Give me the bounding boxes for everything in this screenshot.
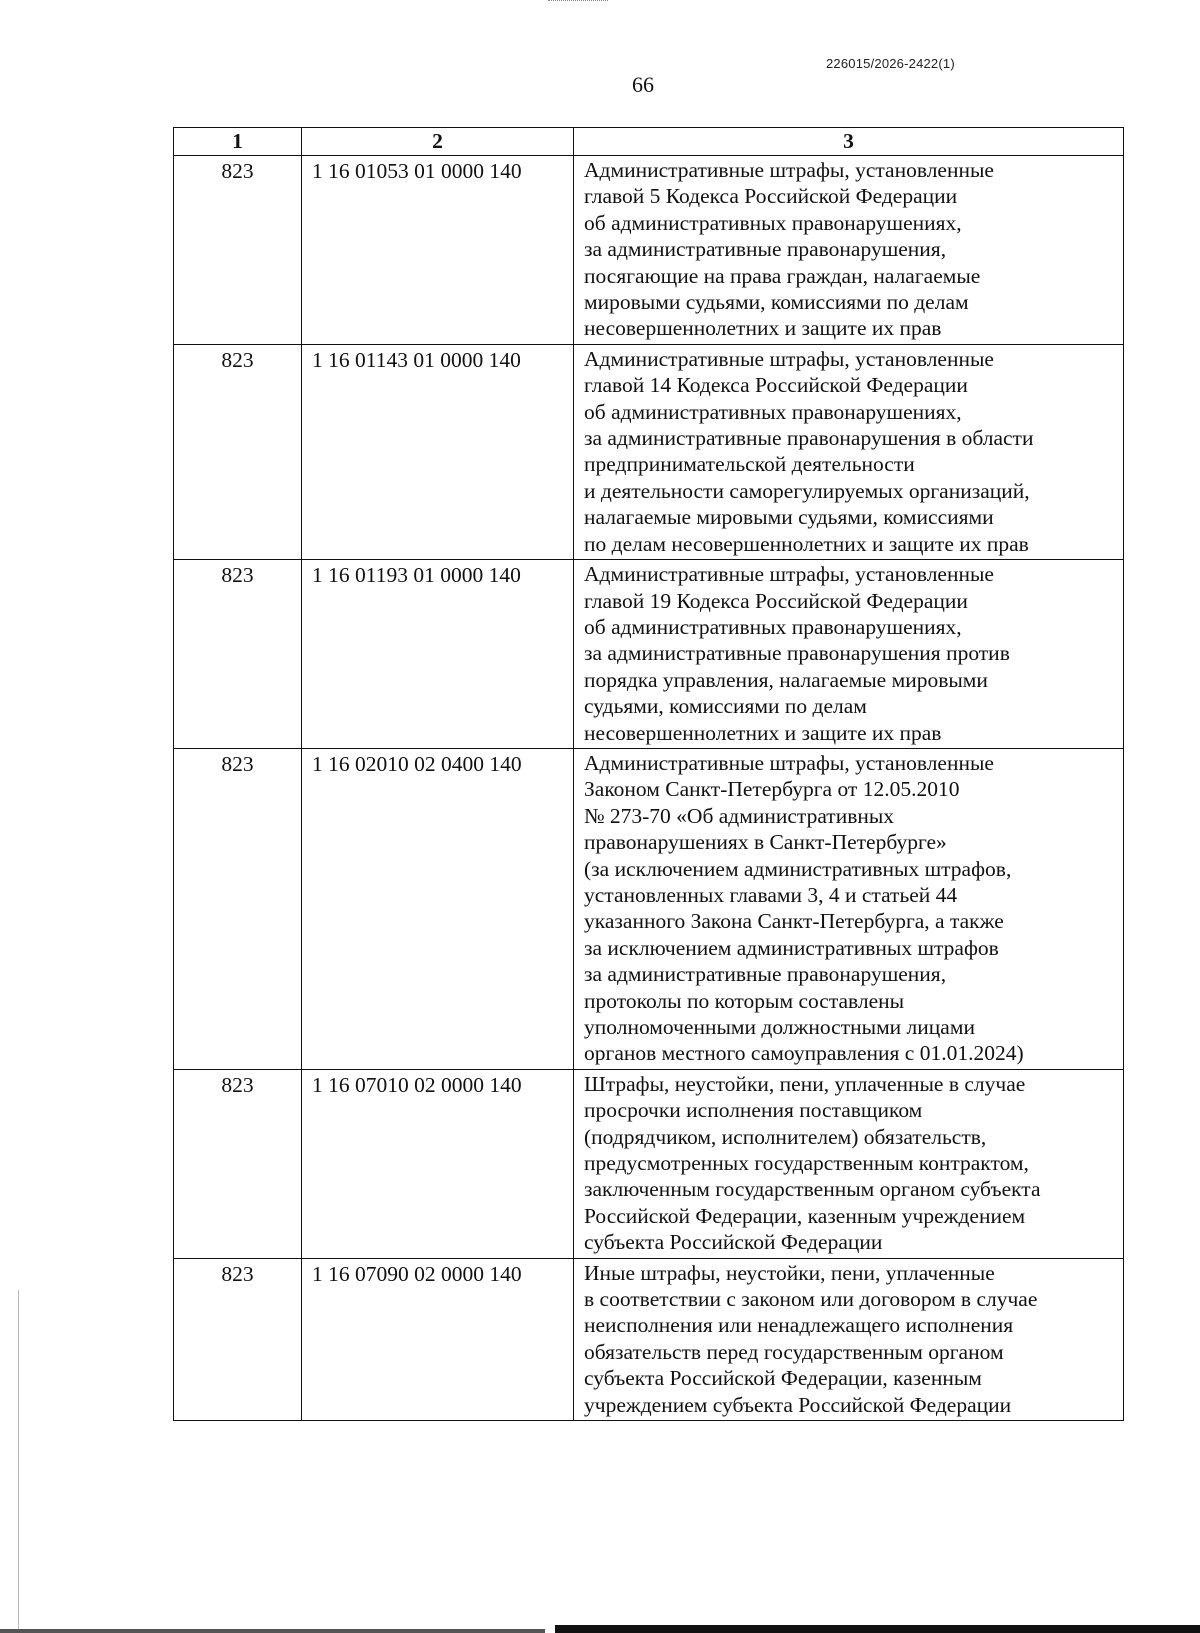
- description-line: главой 5 Кодекса Российской Федерации: [584, 184, 958, 209]
- description-line: (за исключением административных штрафов,: [584, 856, 1012, 881]
- description-line: по делам несовершеннолетних и защите их прав: [584, 531, 1029, 556]
- admin-code-cell: 823: [174, 1258, 302, 1420]
- description-line: (подрядчиком, исполнителем) обязательств,: [584, 1124, 987, 1149]
- description-line: Административные штрафы, установленные: [584, 562, 994, 587]
- description-line: Административные штрафы, установленные: [584, 346, 994, 371]
- description-line: об административных правонарушениях,: [584, 210, 962, 235]
- description-cell: [574, 1258, 1124, 1420]
- description-line: субъекта Российской Федерации: [584, 1230, 883, 1255]
- description-line: учреждением субъекта Российской Федерации: [584, 1392, 1012, 1417]
- description-line: № 273-70 «Об административных: [584, 803, 895, 828]
- table-row: [174, 560, 1124, 749]
- budget-code-cell: 1 16 07090 02 0000 140: [302, 1258, 574, 1420]
- description-line: за административные правонарушения в области: [584, 426, 1034, 451]
- description-line: уполномоченными должностными лицами: [584, 1015, 975, 1039]
- description-line: налагаемые мировыми судьями, комиссиями: [584, 505, 994, 530]
- description-line: судьями, комиссиями по делам: [584, 694, 867, 719]
- budget-code-cell: 1 16 02010 02 0400 140: [302, 748, 574, 1069]
- description-cell: [574, 560, 1124, 749]
- description-line: предусмотренных государственным контрактом,: [584, 1151, 1029, 1176]
- admin-code-cell: 823: [174, 156, 302, 345]
- table-row: [174, 344, 1124, 559]
- description-line: главой 14 Кодекса Российской Федерации: [584, 373, 968, 398]
- description-line: субъекта Российской Федерации, казенным: [584, 1366, 982, 1391]
- budget-code-cell: 1 16 07010 02 0000 140: [302, 1069, 574, 1258]
- description-line: Административные штрафы, установленные: [584, 158, 994, 182]
- budget-codes-table: [173, 127, 1124, 1421]
- table-row: [174, 1258, 1124, 1420]
- admin-code-cell: 823: [174, 344, 302, 559]
- description-line: несовершеннолетних и защите их прав: [584, 316, 942, 341]
- description-line: Административные штрафы, установленные: [584, 750, 994, 775]
- description-line: Российской Федерации, казенным учреждением: [584, 1203, 1026, 1228]
- description-line: правонарушениях в Санкт-Петербурге»: [584, 830, 947, 855]
- column-header-2: 2: [302, 128, 574, 156]
- description-line: несовершеннолетних и защите их прав: [584, 720, 942, 745]
- column-header-3: 3: [574, 128, 1124, 156]
- admin-code-cell: 823: [174, 1069, 302, 1258]
- budget-code-cell: 1 16 01193 01 0000 140: [302, 560, 574, 749]
- description-line: Иные штрафы, неустойки, пени, уплаченные: [584, 1260, 995, 1285]
- table-row: [174, 1069, 1124, 1258]
- scan-edge-line: [18, 1290, 19, 1630]
- budget-code-cell: 1 16 01053 01 0000 140: [302, 156, 574, 345]
- description-line: обязательств перед государственным органом: [584, 1339, 1004, 1364]
- document-id: 226015/2026-2422(1): [826, 56, 955, 71]
- description-line: об административных правонарушениях,: [584, 399, 962, 424]
- description-line: в соответствии с законом или договором в случае: [584, 1287, 1038, 1312]
- description-line: за административные правонарушения,: [584, 962, 947, 987]
- description-line: Штрафы, неустойки, пени, уплаченные в случае: [584, 1071, 1026, 1096]
- description-line: за исключением административных штрафов: [584, 935, 999, 960]
- description-line: органов местного самоуправления с 01.01.2024): [584, 1041, 1024, 1066]
- description-line: Законом Санкт-Петербурга от 12.05.2010: [584, 777, 960, 802]
- admin-code-cell: 823: [174, 560, 302, 749]
- description-line: протоколы по которым составлены: [584, 988, 905, 1013]
- description-line: установленных главами 3, 4 и статьей 44: [584, 882, 958, 907]
- description-line: за административные правонарушения против: [584, 641, 1010, 666]
- table-row: [174, 156, 1124, 345]
- description-line: главой 19 Кодекса Российской Федерации: [584, 588, 968, 613]
- description-cell: [574, 1069, 1124, 1258]
- description-line: неисполнения или ненадлежащего исполнения: [584, 1313, 1014, 1338]
- description-line: просрочки исполнения поставщиком: [584, 1098, 923, 1123]
- description-line: заключенным государственным органом субъекта: [584, 1177, 1041, 1202]
- column-header-1: 1: [174, 128, 302, 156]
- scan-mark: [548, 0, 608, 4]
- description-line: порядка управления, налагаемые мировыми: [584, 667, 988, 692]
- description-line: и деятельности саморегулируемых организаций,: [584, 478, 1030, 503]
- description-line: предпринимательской деятельности: [584, 452, 915, 477]
- description-line: за административные правонарушения,: [584, 237, 947, 262]
- description-cell: [574, 156, 1124, 345]
- admin-code-cell: 823: [174, 748, 302, 1069]
- scan-bottom-bar: [555, 1625, 1200, 1633]
- table-header-row: [174, 128, 1124, 156]
- page-number: 66: [632, 72, 654, 97]
- scan-bottom-edge: [0, 1629, 545, 1633]
- description-line: посягающие на права граждан, налагаемые: [584, 263, 981, 288]
- description-cell: [574, 748, 1124, 1069]
- description-cell: [574, 344, 1124, 559]
- description-line: указанного Закона Санкт-Петербурга, а также: [584, 909, 1004, 934]
- description-line: мировыми судьями, комиссиями по делам: [584, 290, 969, 315]
- budget-code-cell: 1 16 01143 01 0000 140: [302, 344, 574, 559]
- table-row: [174, 748, 1124, 1069]
- description-line: об административных правонарушениях,: [584, 614, 962, 639]
